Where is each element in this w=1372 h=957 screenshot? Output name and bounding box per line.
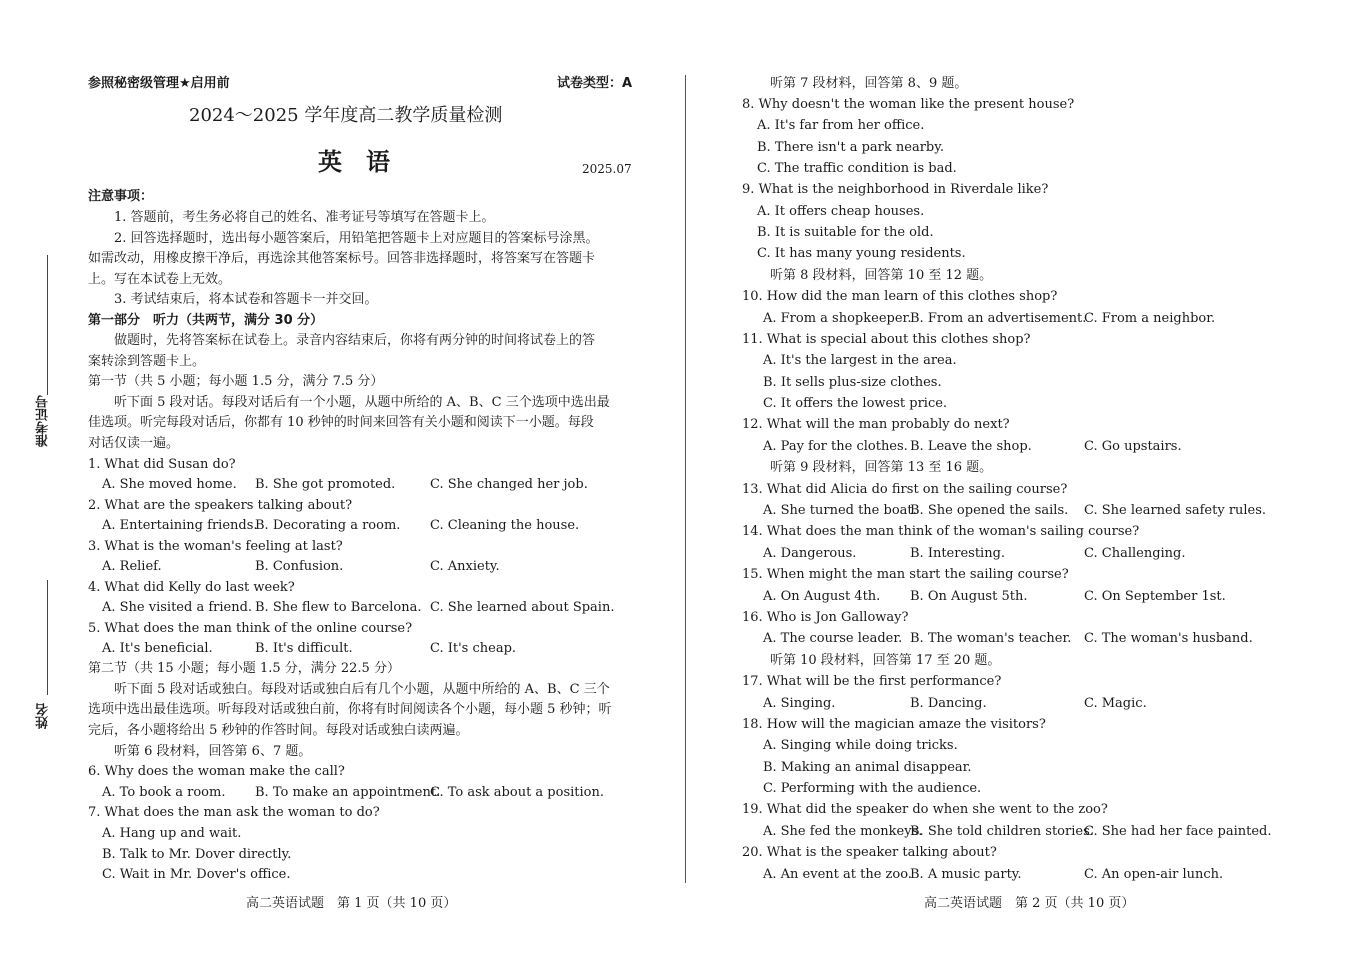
option-11a: A. It's the largest in the area.	[763, 353, 957, 368]
option-18c: C. Performing with the audience.	[763, 781, 982, 796]
option-3b: B. Confusion.	[255, 559, 344, 574]
section-2-heading: 第二节（共 15 小题；每小题 1.5 分，满分 22.5 分）	[88, 661, 400, 676]
question-15: 15. When might the man start the sailing course?	[742, 567, 1069, 582]
question-18: 18. How will the magician amaze the visitors?	[742, 717, 1046, 732]
option-4c: C. She learned about Spain.	[430, 600, 615, 615]
option-8c: C. The traffic condition is bad.	[757, 161, 957, 176]
option-5b: B. It's difficult.	[255, 641, 353, 656]
option-11c: C. It offers the lowest price.	[763, 396, 948, 411]
page-2-footer: 高二英语试题 第 2 页（共 10 页）	[924, 896, 1135, 911]
option-17a: A. Singing.	[763, 696, 836, 711]
option-15b: B. On August 5th.	[910, 589, 1028, 604]
option-16a: A. The course leader.	[763, 631, 903, 646]
note-3: 3. 考试结束后，将本试卷和答题卡一并交回。	[114, 292, 378, 307]
name-label: 姓名	[36, 703, 51, 729]
question-4: 4. What did Kelly do last week?	[88, 580, 295, 595]
exam-date: 2025.07	[582, 162, 632, 176]
option-4b: B. She flew to Barcelona.	[255, 600, 422, 615]
option-12b: B. Leave the shop.	[910, 439, 1032, 454]
option-17b: B. Dancing.	[910, 696, 987, 711]
option-12c: C. Go upstairs.	[1084, 439, 1182, 454]
option-20c: C. An open-air lunch.	[1084, 867, 1224, 882]
option-7a: A. Hang up and wait.	[102, 826, 242, 841]
question-13: 13. What did Alicia do first on the sailing course?	[742, 482, 1068, 497]
note-2-cont: 如需改动，用橡皮擦干净后，再选涂其他答案标号。回答非选择题时，将答案写在答题卡	[88, 251, 596, 266]
question-14: 14. What does the man think of the woman's sailing course?	[742, 524, 1140, 539]
option-10a: A. From a shopkeeper.	[763, 311, 912, 326]
option-12a: A. Pay for the clothes.	[763, 439, 908, 454]
option-3a: A. Relief.	[102, 559, 162, 574]
question-6: 6. Why does the woman make the call?	[88, 764, 345, 779]
option-19c: C. She had her face painted.	[1084, 824, 1272, 839]
exam-title: 2024～2025 学年度高二教学质量检测	[189, 105, 503, 126]
note-2-end: 上。写在本试卷上无效。	[88, 272, 232, 287]
option-10c: C. From a neighbor.	[1084, 311, 1216, 326]
question-11: 11. What is special about this clothes shop?	[742, 332, 1031, 347]
option-7c: C. Wait in Mr. Dover's office.	[102, 867, 291, 882]
option-18a: A. Singing while doing tricks.	[763, 738, 958, 753]
option-15c: C. On September 1st.	[1084, 589, 1226, 604]
paper-type: 试卷类型：A	[557, 76, 633, 91]
part-1-heading: 第一部分 听力（共两节，满分 30 分）	[88, 313, 324, 328]
option-16c: C. The woman's husband.	[1084, 631, 1253, 646]
part-1-instruction: 做题时，先将答案标在试卷上。录音内容结束后，你将有两分钟的时间将试卷上的答	[114, 333, 596, 348]
part-1-instruction-cont: 案转涂到答题卡上。	[88, 354, 206, 369]
option-6c: C. To ask about a position.	[430, 785, 605, 800]
option-10b: B. From an advertisement.	[910, 311, 1087, 326]
question-9: 9. What is the neighborhood in Riverdale like?	[742, 182, 1049, 197]
page-2	[686, 0, 1372, 957]
option-17c: C. Magic.	[1084, 696, 1147, 711]
option-9a: A. It offers cheap houses.	[757, 204, 925, 219]
option-9c: C. It has many young residents.	[757, 246, 966, 261]
question-20: 20. What is the speaker talking about?	[742, 845, 997, 860]
question-8: 8. Why doesn't the woman like the present house?	[742, 97, 1075, 112]
exam-id-label: 准考证号	[36, 395, 51, 447]
section-1-instruction-cont: 佳选项。听完每段对话后，你都有 10 秒钟的时间来回答有关小题和阅读下一小题。每段	[88, 415, 594, 430]
confidential-label: 参照秘密级管理★启用前	[88, 76, 230, 91]
notes-heading: 注意事项：	[88, 189, 154, 204]
option-8a: A. It's far from her office.	[757, 118, 925, 133]
option-5a: A. It's beneficial.	[102, 641, 213, 656]
question-12: 12. What will the man probably do next?	[742, 417, 1010, 432]
question-7: 7. What does the man ask the woman to do?	[88, 805, 380, 820]
material-8-heading: 听第 8 段材料，回答第 10 至 12 题。	[770, 268, 993, 283]
option-9b: B. It is suitable for the old.	[757, 225, 934, 240]
name-field-line	[47, 580, 48, 695]
section-1-heading: 第一节（共 5 小题；每小题 1.5 分，满分 7.5 分）	[88, 374, 384, 389]
question-1: 1. What did Susan do?	[88, 457, 236, 472]
option-14c: C. Challenging.	[1084, 546, 1186, 561]
section-1-instruction: 听下面 5 段对话。每段对话后有一个小题，从题中所给的 A、B、C 三个选项中选出最	[114, 395, 610, 410]
section-2-instruction-end: 完后，各小题将给出 5 秒钟的作答时间。每段对话或独白读两遍。	[88, 723, 469, 738]
option-5c: C. It's cheap.	[430, 641, 517, 656]
option-2a: A. Entertaining friends.	[102, 518, 258, 533]
note-2: 2. 回答选择题时，选出每小题答案后，用铅笔把答题卡上对应题目的答案标号涂黑。	[114, 231, 599, 246]
option-15a: A. On August 4th.	[763, 589, 881, 604]
option-2c: C. Cleaning the house.	[430, 518, 580, 533]
option-8b: B. There isn't a park nearby.	[757, 140, 945, 155]
option-13b: B. She opened the sails.	[910, 503, 1069, 518]
section-2-instruction: 听下面 5 段对话或独白。每段对话或独白后有几个小题，从题中所给的 A、B、C 三个	[114, 682, 610, 697]
id-field-line	[47, 255, 48, 395]
material-9-heading: 听第 9 段材料，回答第 13 至 16 题。	[770, 460, 993, 475]
option-18b: B. Making an animal disappear.	[763, 760, 972, 775]
option-1b: B. She got promoted.	[255, 477, 396, 492]
question-19: 19. What did the speaker do when she went to the zoo?	[742, 802, 1108, 817]
subject-title: 英 语	[318, 148, 390, 176]
option-1a: A. She moved home.	[102, 477, 237, 492]
option-20b: B. A music party.	[910, 867, 1022, 882]
question-16: 16. Who is Jon Galloway?	[742, 610, 909, 625]
section-1-instruction-end: 对话仅读一遍。	[88, 436, 180, 451]
material-7-heading: 听第 7 段材料，回答第 8、9 题。	[770, 76, 968, 91]
option-14b: B. Interesting.	[910, 546, 1006, 561]
option-13c: C. She learned safety rules.	[1084, 503, 1267, 518]
option-16b: B. The woman's teacher.	[910, 631, 1072, 646]
question-10: 10. How did the man learn of this clothes shop?	[742, 289, 1058, 304]
option-4a: A. She visited a friend.	[102, 600, 253, 615]
section-2-instruction-cont: 选项中选出最佳选项。听每段对话或独白前，你将有时间阅读各个小题，每小题 5 秒钟；听	[88, 702, 612, 717]
question-5: 5. What does the man think of the online course?	[88, 621, 413, 636]
material-10-heading: 听第 10 段材料，回答第 17 至 20 题。	[770, 653, 1001, 668]
option-7b: B. Talk to Mr. Dover directly.	[102, 847, 292, 862]
option-1c: C. She changed her job.	[430, 477, 588, 492]
option-20a: A. An event at the zoo.	[763, 867, 912, 882]
option-19b: B. She told children stories.	[910, 824, 1094, 839]
question-3: 3. What is the woman's feeling at last?	[88, 539, 343, 554]
option-14a: A. Dangerous.	[763, 546, 857, 561]
option-2b: B. Decorating a room.	[255, 518, 401, 533]
option-13a: A. She turned the boat.	[763, 503, 917, 518]
question-2: 2. What are the speakers talking about?	[88, 498, 353, 513]
question-17: 17. What will be the first performance?	[742, 674, 1002, 689]
option-3c: C. Anxiety.	[430, 559, 500, 574]
option-11b: B. It sells plus-size clothes.	[763, 375, 942, 390]
note-1: 1. 答题前，考生务必将自己的姓名、准考证号等填写在答题卡上。	[114, 210, 495, 225]
option-19a: A. She fed the monkeys.	[763, 824, 923, 839]
material-6-heading: 听第 6 段材料，回答第 6、7 题。	[114, 744, 312, 759]
option-6b: B. To make an appointment.	[255, 785, 441, 800]
option-6a: A. To book a room.	[102, 785, 226, 800]
page-1-footer: 高二英语试题 第 1 页（共 10 页）	[246, 896, 457, 911]
